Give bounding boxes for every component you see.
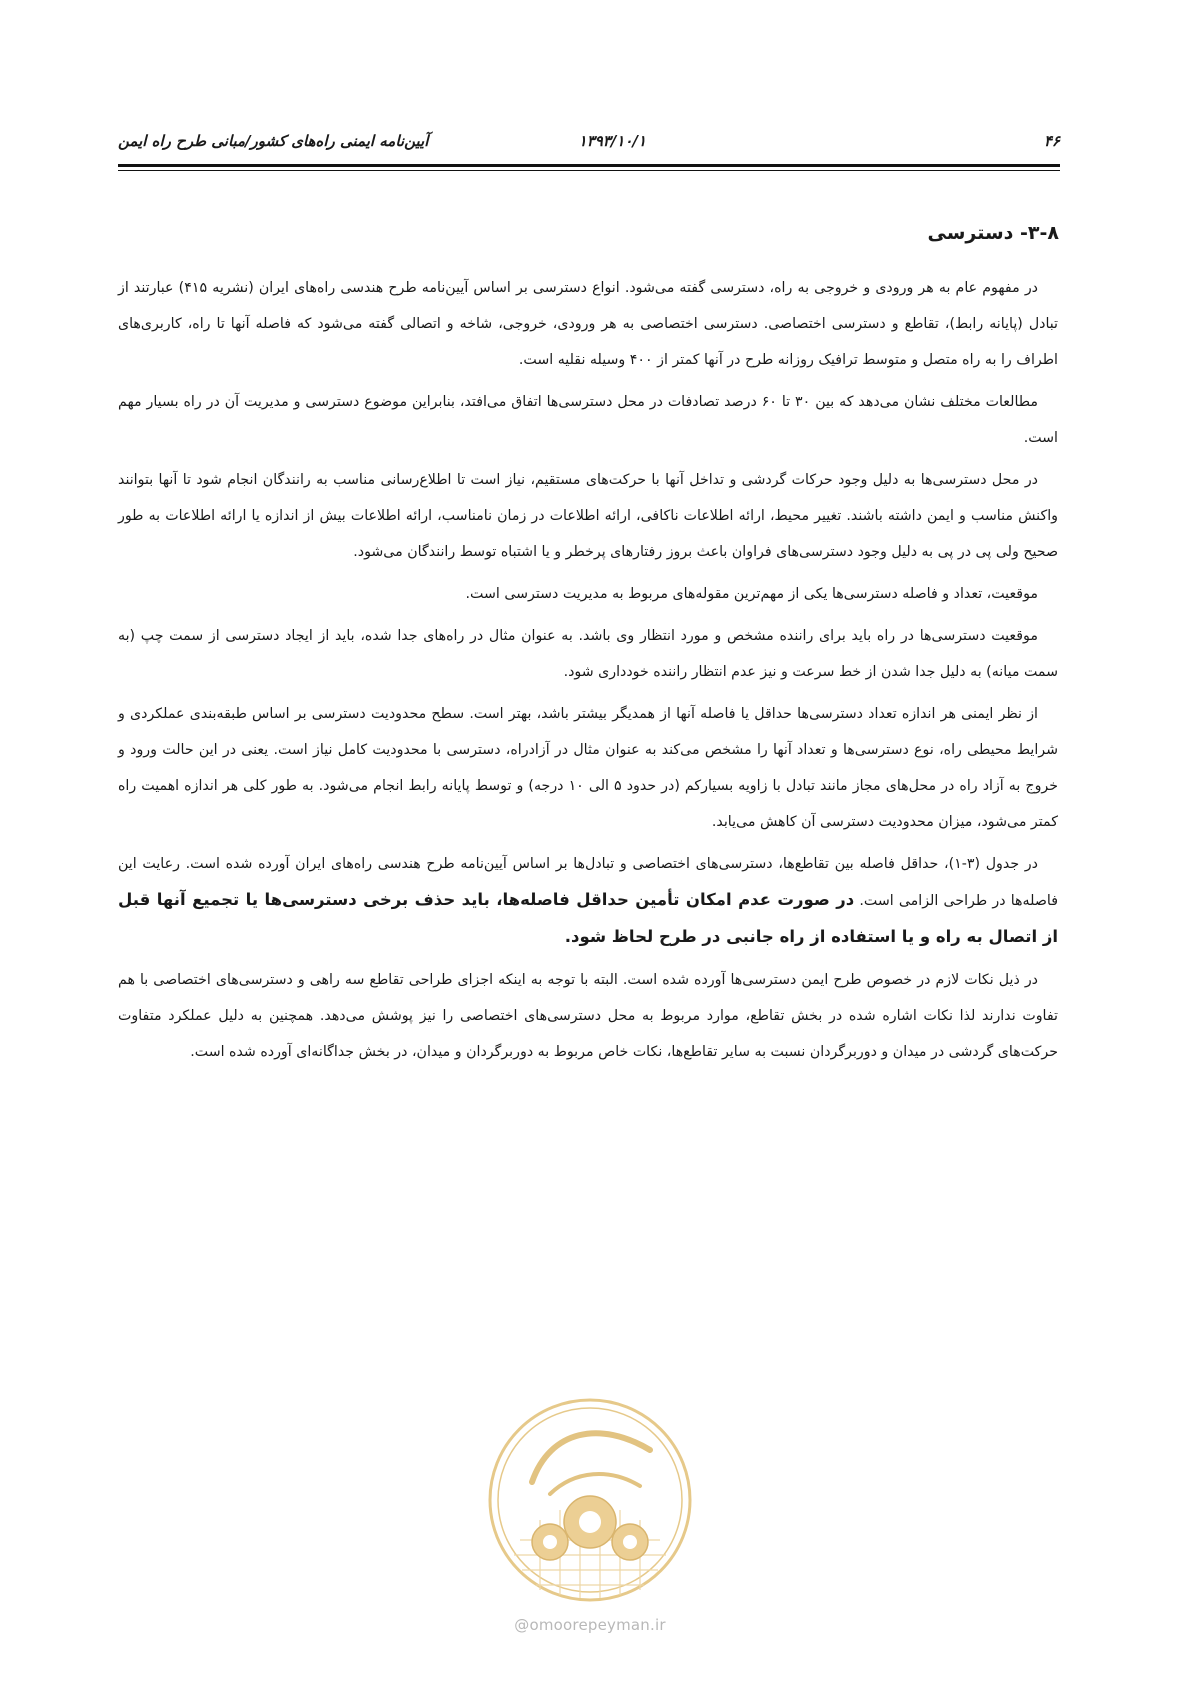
- paragraph: در محل دسترسی‌ها به دلیل وجود حرکات گردشی و تداخل آنها با حرکت‌های مستقیم، نیاز است تا اطلاع‌رسانی مناسب به رانندگان انجام شود تا آنها بتوانند واکنش مناسب و ایمن داشته باشند. تغییر محیط، ارائه اطلاعات ناکافی، ارائه اطلاعات در زمان نامناسب، ارائه اطلاعات بیش از اندازه یا ارائه اطلاعات به طور صحیح ولی پی در پی به دلیل وجود دسترسی‌های فراوان باعث بروز رفتارهای پرخطر و یا اشتباه توسط رانندگان می‌شود.: [118, 472, 1058, 560]
- paragraph-text: در جدول (۳-۱)، حداقل فاصله بین تقاطع‌ها، دسترسی‌های اختصاصی و تبادل‌ها بر اساس آیین‌نامه طرح هندسی راه‌های ایران آورده شده است. رعایت این فاصله‌ها در طراحی الزامی است.: [118, 856, 1058, 909]
- header-rule-thin: [118, 170, 1060, 171]
- body-text: [118, 270, 1058, 1076]
- header-title: آیین‌نامه ایمنی راه‌های کشور/مبانی طرح راه ایمن: [118, 132, 429, 150]
- emphasis-text: در صورت عدم امکان تأمین حداقل فاصله‌ها، باید حذف برخی دسترسی‌ها یا تجمیع آنها قبل از اتصال به راه و یا استفاده از راه جانبی در طرح لحاظ شود.: [118, 890, 1058, 946]
- paragraph: موقعیت دسترسی‌ها در راه باید برای راننده مشخص و مورد انتظار وی باشد. به عنوان مثال در راه‌های جدا شده، باید از ایجاد دسترسی از سمت چپ (به سمت میانه) به دلیل جدا شدن از خط سرعت و نیز عدم انتظار راننده خودداری شود.: [118, 628, 1058, 680]
- paragraph: [118, 846, 1058, 956]
- watermark-seal-icon: [480, 1390, 700, 1616]
- watermark-site: [480, 1616, 700, 1634]
- page-header: [118, 128, 1060, 158]
- paragraph: مطالعات مختلف نشان می‌دهد که بین ۳۰ تا ۶۰ درصد تصادفات در محل دسترسی‌ها اتفاق می‌افتد، بنابراین موضوع دسترسی و مدیریت آن در راه بسیار مهم است.: [118, 394, 1058, 446]
- page-number: ۴۶: [1043, 132, 1060, 150]
- paragraph: در ذیل نکات لازم در خصوص طرح ایمن دسترسی‌ها آورده شده است. البته با توجه به اینکه اجزای طراحی تقاطع سه راهی و دسترسی‌های اختصاصی با هم تفاوت ندارند لذا نکات اشاره شده در بخش تقاطع، موارد مربوط به محل دسترسی‌های اختصاصی را نیز پوشش می‌دهد. همچنین به دلیل عملکرد متفاوت حرکت‌های گردشی در میدان و دوربرگردان نسبت به سایر تقاطع‌ها، نکات خاص مربوط به دوربرگردان و میدان، در بخش جداگانه‌ای آورده شده است.: [118, 972, 1058, 1060]
- paragraph: از نظر ایمنی هر اندازه تعداد دسترسی‌ها حداقل یا فاصله آنها از همدیگر بیشتر باشد، بهتر است. سطح محدودیت دسترسی بر اساس طبقه‌بندی عملکردی و شرایط محیطی راه، نوع دسترسی‌ها و تعداد آنها را مشخص می‌کند به عنوان مثال در آزادراه، دسترسی با محدودیت کامل نیاز است. یعنی در این حالت ورود و خروج به آزاد راه در محل‌های مجاز مانند تبادل با زاویه بسیارکم (در حدود ۵ الی ۱۰ درجه) و توسط پایانه رابط انجام می‌شود. به طور کلی هر اندازه اهمیت راه کمتر می‌شود، میزان محدودیت دسترسی آن کاهش می‌یابد.: [118, 706, 1059, 830]
- paragraph: در مفهوم عام به هر ورودی و خروجی به راه، دسترسی گفته می‌شود. انواع دسترسی بر اساس آیین‌نامه طرح هندسی راه‌های ایران (نشریه ۴۱۵) عبارتند از تبادل (پایانه رابط)، تقاطع و دسترسی اختصاصی. دسترسی اختصاصی به هر ورودی، خروجی، شاخه و اتصالی گفته می‌شود که فاصله آنها تا راه، کاربری‌های اطراف را به راه متصل و متوسط ترافیک روزانه طرح در آنها کمتر از ۴۰۰ وسیله نقلیه است.: [118, 280, 1058, 368]
- watermark-url: omoorepeyman.ir: [529, 1616, 666, 1634]
- watermark: [480, 1390, 700, 1650]
- header-rule-thick: [118, 164, 1060, 167]
- at-icon: @: [514, 1616, 530, 1634]
- paragraph: موقعیت، تعداد و فاصله دسترسی‌ها یکی از مهم‌ترین مقوله‌های مربوط به مدیریت دسترسی است.: [465, 586, 1038, 602]
- section-title: ۳-۸- دسترسی: [927, 222, 1059, 244]
- header-date: ۱۳۹۳/۱۰/۱: [578, 132, 646, 150]
